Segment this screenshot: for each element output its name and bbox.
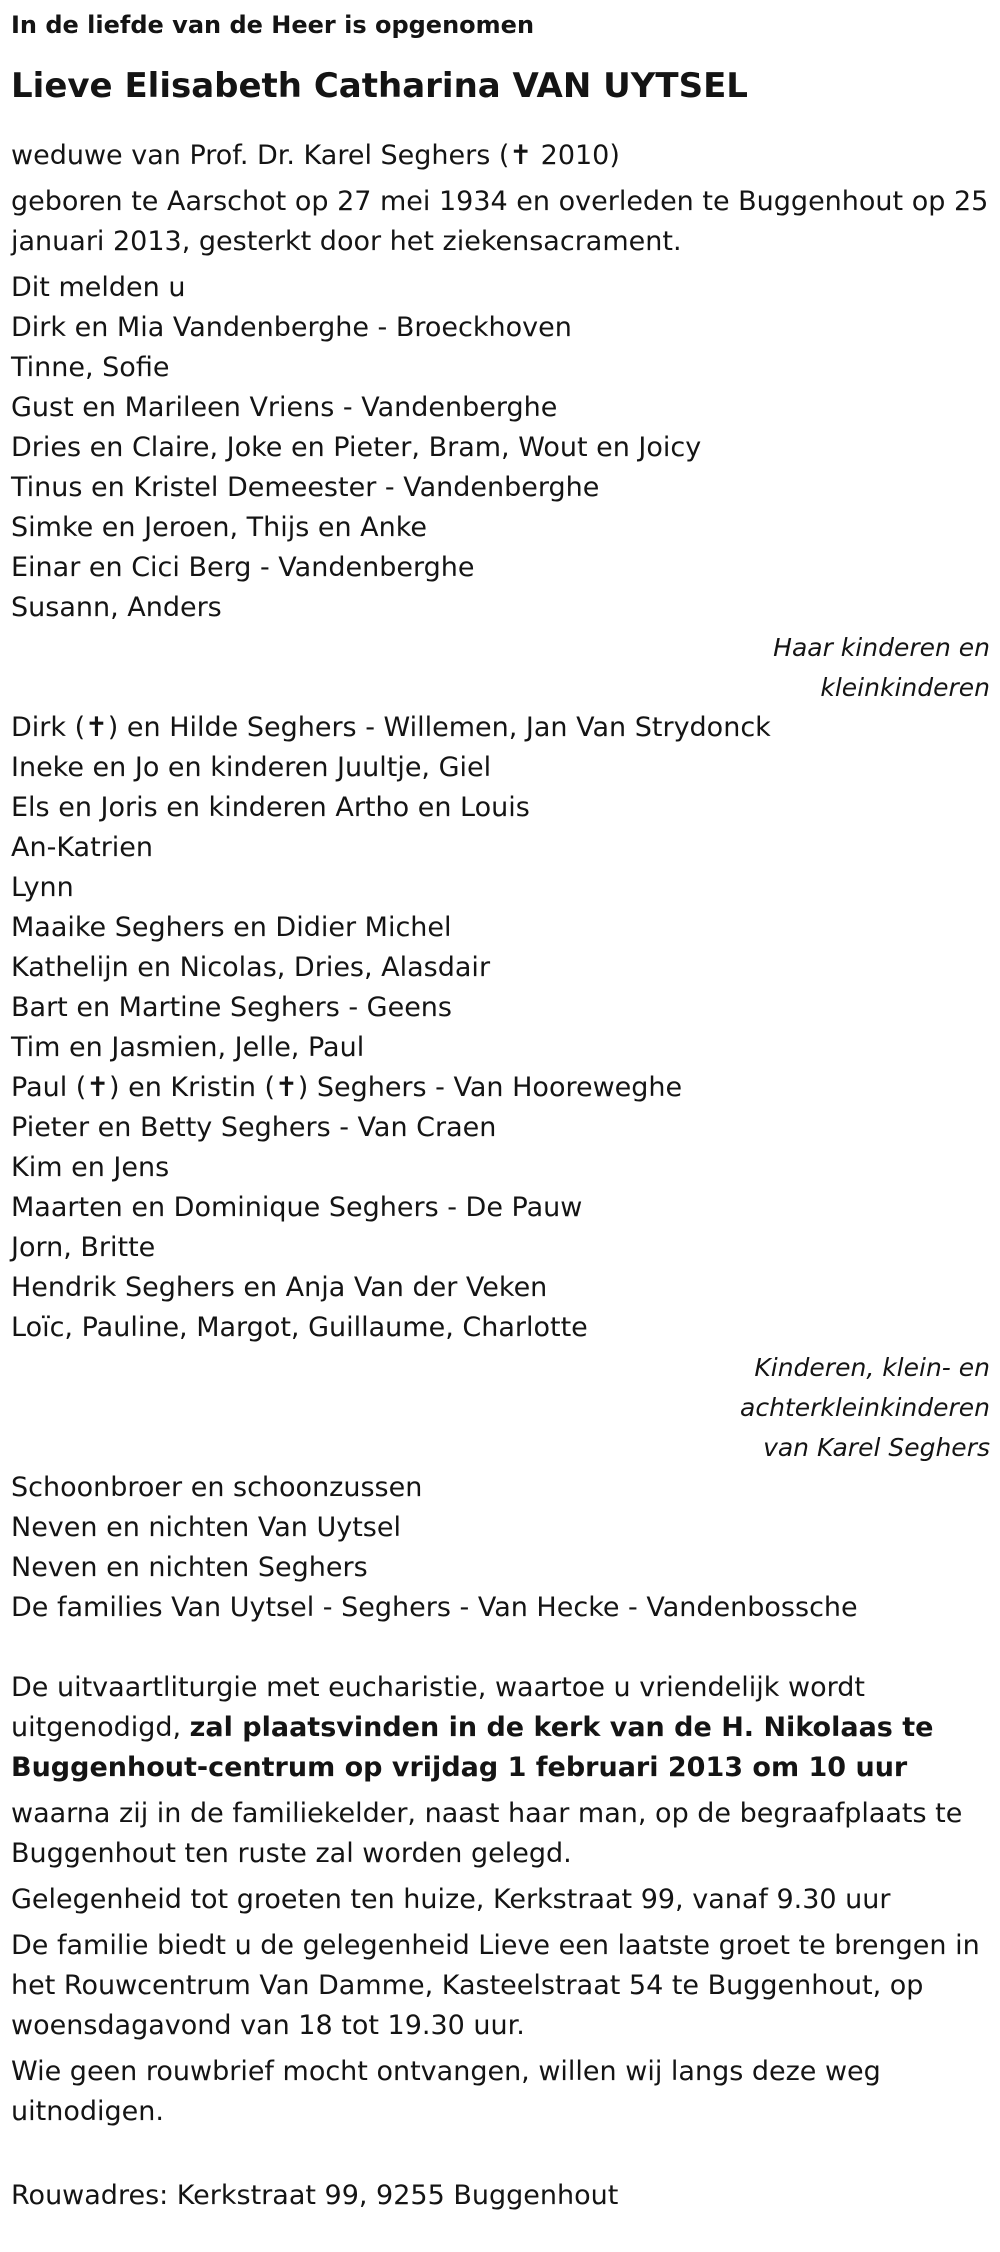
announcement-intro: Dit melden u: [11, 272, 186, 303]
widow-of: weduwe van Prof. Dr. Karel Seghers (✝ 2010): [11, 140, 620, 171]
family-line: Dirk (✝) en Hilde Seghers - Willemen, Jan Van Strydonck: [11, 712, 771, 743]
farewell-info: De familie biedt u de gelegenheid Lieve een laatste groet te brengen in het Rouwcentrum Van Damme, Kasteelstraat 54 te Buggenhout, op woensdagavond van 18 tot 19.30 uur.: [11, 1930, 980, 2041]
family-line: An-Katrien: [11, 832, 154, 863]
mourning-address: Rouwadres: Kerkstraat 99, 9255 Buggenhout: [11, 2180, 619, 2211]
family-line: Hendrik Seghers en Anja Van der Veken: [11, 1272, 548, 1303]
family-line: Tinne, Sofie: [11, 352, 170, 383]
signature-line: achterkleinkinderen: [740, 1393, 990, 1422]
funeral-details: zal plaatsvinden in de kerk van de H. Nikolaas te Buggenhout-centrum op vrijdag 1 februari 2013 om 10 uur: [11, 1712, 934, 1783]
funeral-paragraph: [11, 1668, 990, 1788]
signature-2: [11, 1348, 990, 1468]
family-line: Lynn: [11, 872, 74, 903]
family-list-1: [11, 308, 990, 628]
family-line: Maarten en Dominique Seghers - De Pauw: [11, 1192, 583, 1223]
signature-line: kleinkinderen: [820, 673, 990, 702]
family-line: Pieter en Betty Seghers - Van Craen: [11, 1112, 497, 1143]
family-line: Kathelijn en Nicolas, Dries, Alasdair: [11, 952, 491, 983]
family-line: Jorn, Britte: [11, 1232, 156, 1263]
family-line: Dirk en Mia Vandenberghe - Broeckhoven: [11, 312, 572, 343]
family-line: Ineke en Jo en kinderen Juultje, Giel: [11, 752, 492, 783]
family-line: Neven en nichten Van Uytsel: [11, 1512, 401, 1543]
signature-line: Haar kinderen en: [773, 633, 990, 662]
family-line: Einar en Cici Berg - Vandenberghe: [11, 552, 475, 583]
header-line: In de liefde van de Heer is opgenomen: [11, 11, 535, 39]
deceased-name: Lieve Elisabeth Catharina VAN UYTSEL: [11, 66, 748, 106]
family-line: Dries en Claire, Joke en Pieter, Bram, Wout en Joicy: [11, 432, 702, 463]
burial-info: waarna zij in de familiekelder, naast haar man, op de begraafplaats te Buggenhout ten ruste zal worden gelegd.: [11, 1798, 963, 1869]
family-line: Tinus en Kristel Demeester - Vandenberghe: [11, 472, 600, 503]
birth-death: geboren te Aarschot op 27 mei 1934 en overleden te Buggenhout op 25 januari 2013, gesterkt door het ziekensacrament.: [11, 186, 989, 257]
family-line: Kim en Jens: [11, 1152, 170, 1183]
family-line: Schoonbroer en schoonzussen: [11, 1472, 423, 1503]
family-line: De families Van Uytsel - Seghers - Van Hecke - Vandenbossche: [11, 1592, 858, 1623]
condolences-info: Gelegenheid tot groeten ten huize, Kerkstraat 99, vanaf 9.30 uur: [11, 1884, 891, 1915]
invitation-info: Wie geen rouwbrief mocht ontvangen, willen wij langs deze weg uitnodigen.: [11, 2056, 881, 2127]
family-line: Paul (✝) en Kristin (✝) Seghers - Van Hooreweghe: [11, 1072, 683, 1103]
signature-line: van Karel Seghers: [763, 1433, 990, 1462]
family-line: Simke en Jeroen, Thijs en Anke: [11, 512, 428, 543]
family-line: Neven en nichten Seghers: [11, 1552, 368, 1583]
family-line: Susann, Anders: [11, 592, 222, 623]
family-list-3: [11, 1468, 990, 1628]
family-list-2: [11, 708, 990, 1348]
funeral-intro: De uitvaartliturgie met eucharistie, waartoe u vriendelijk wordt uitgenodigd,: [11, 1672, 865, 1743]
family-line: Maaike Seghers en Didier Michel: [11, 912, 452, 943]
family-line: Gust en Marileen Vriens - Vandenberghe: [11, 392, 558, 423]
signature-line: Kinderen, klein- en: [754, 1353, 990, 1382]
signature-1: [11, 628, 990, 708]
family-line: Tim en Jasmien, Jelle, Paul: [11, 1032, 365, 1063]
family-line: Loïc, Pauline, Margot, Guillaume, Charlotte: [11, 1312, 588, 1343]
family-line: Els en Joris en kinderen Artho en Louis: [11, 792, 530, 823]
family-line: Bart en Martine Seghers - Geens: [11, 992, 452, 1023]
